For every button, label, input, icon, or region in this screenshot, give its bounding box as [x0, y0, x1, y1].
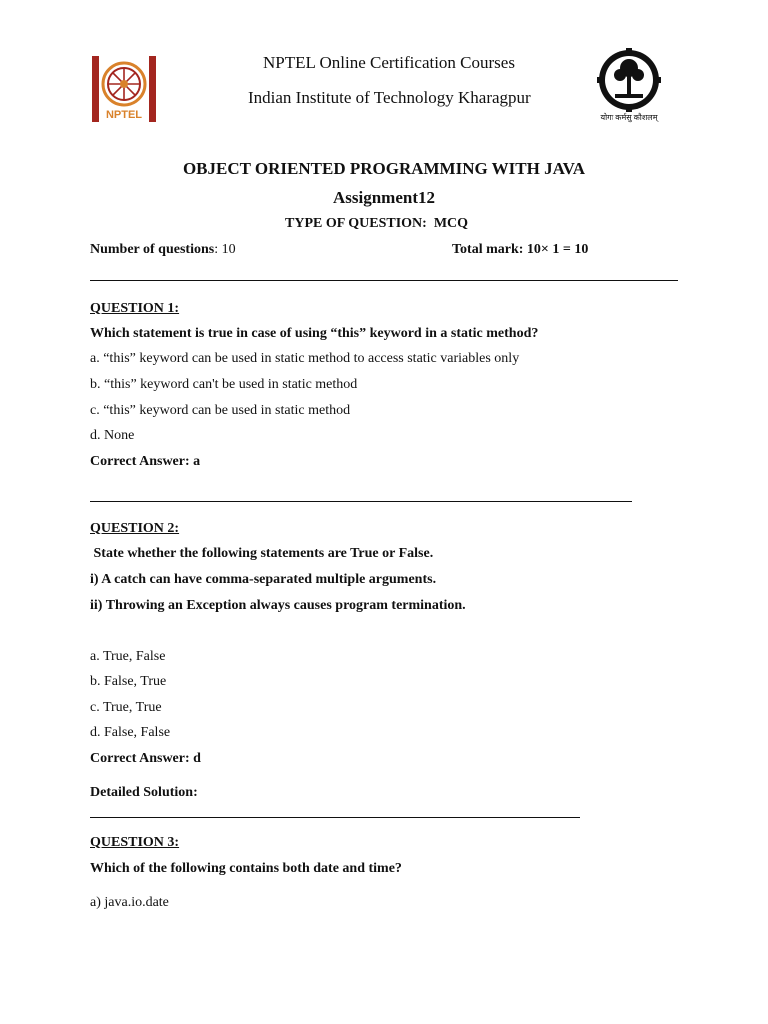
- total-mark: Total mark: 10× 1 = 10: [452, 242, 589, 257]
- type-label: TYPE OF QUESTION:: [285, 216, 427, 231]
- q2-detailed-solution: Detailed Solution:: [90, 785, 198, 800]
- question-1-heading: QUESTION 1:: [90, 301, 180, 316]
- q1-option: b. “this” keyword can't be used in static method: [90, 377, 358, 392]
- emblem-motto: योगः कर्मसु कौशलम्: [600, 113, 658, 122]
- q1-option: c. “this” keyword can be used in static method: [90, 403, 351, 418]
- divider: [90, 817, 580, 818]
- header-line-2: Indian Institute of Technology Kharagpur: [248, 88, 531, 107]
- q2-option: d. False, False: [90, 725, 171, 740]
- q2-option: a. True, False: [90, 649, 166, 664]
- q2-option: b. False, True: [90, 674, 167, 689]
- assignment-title: Assignment12: [332, 188, 435, 207]
- number-of-questions: [90, 242, 236, 258]
- num-questions-label: Number of questions: [90, 242, 215, 257]
- q1-option: a. “this” keyword can be used in static method to access static variables only: [90, 351, 520, 366]
- divider: [90, 280, 678, 281]
- type-of-question: [285, 216, 468, 232]
- divider: [90, 501, 632, 502]
- question-1-text: Which statement is true in case of using “this” keyword in a static method?: [90, 326, 539, 341]
- question-2-heading: QUESTION 2:: [90, 521, 180, 536]
- q3-option: a) java.io.date: [90, 895, 169, 910]
- q2-correct-answer: Correct Answer: d: [90, 751, 201, 766]
- type-value: MCQ: [433, 216, 469, 231]
- course-title: OBJECT ORIENTED PROGRAMMING WITH JAVA: [182, 159, 586, 178]
- nptel-logo-text: NPTEL: [105, 109, 143, 121]
- q2-option: c. True, True: [90, 700, 162, 715]
- iit-emblem-icon: [597, 48, 661, 112]
- question-2-line: i) A catch can have comma-separated multiple arguments.: [90, 572, 437, 587]
- iit-kharagpur-logo: [597, 48, 661, 124]
- q1-option: d. None: [90, 428, 135, 443]
- nptel-logo: [90, 54, 158, 126]
- question-3-text: Which of the following contains both date and time?: [90, 861, 402, 876]
- header-line-1: NPTEL Online Certification Courses: [263, 53, 515, 72]
- question-2-line: ii) Throwing an Exception always causes program termination.: [90, 598, 466, 613]
- num-questions-value: : 10: [214, 242, 236, 257]
- question-3-heading: QUESTION 3:: [90, 835, 180, 850]
- question-2-line: State whether the following statements are True or False.: [90, 546, 434, 561]
- q1-correct-answer: Correct Answer: a: [90, 454, 201, 469]
